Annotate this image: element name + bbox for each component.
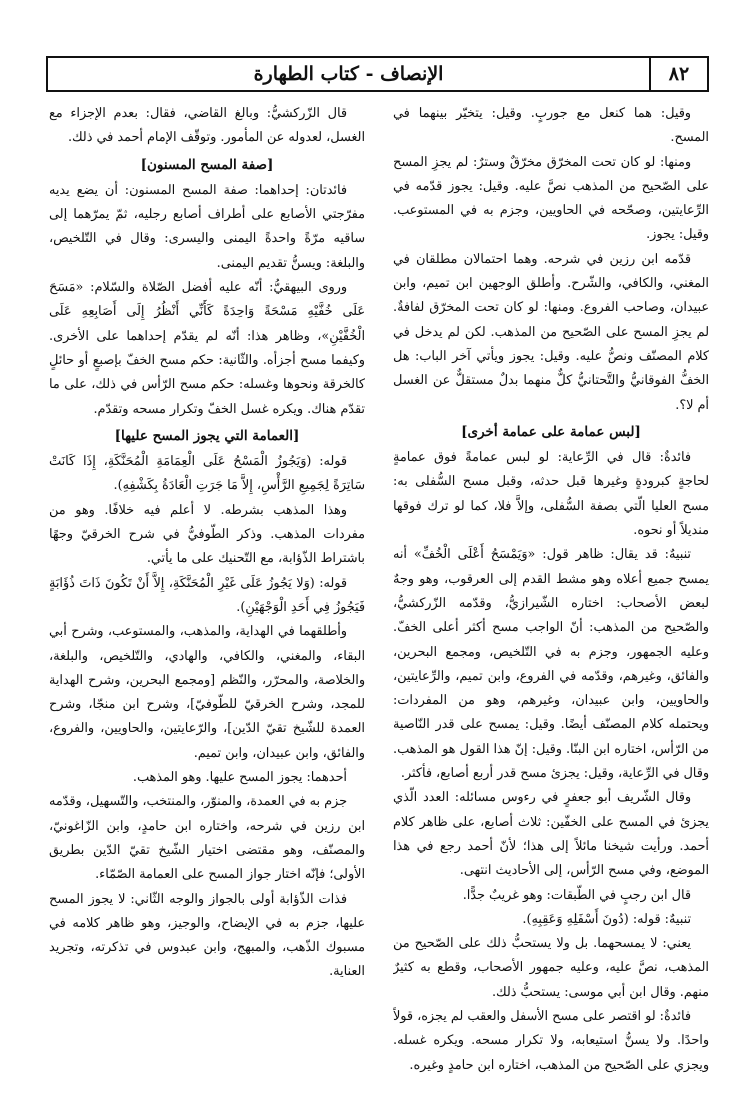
right-column — [393, 102, 709, 1087]
paragraph: قوله: (وَلا يَجُوزُ عَلَى غَيْرِ الْمُحَنَّكَةِ، إِلاَّ أَنْ تَكُونَ ذَاتَ ذُؤَابَةٍ فَيَجُوزُ فِي أَحَدِ الْوَجْهَيْنِ). — [49, 575, 365, 615]
paragraph: تنبيهٌ: قد يقال: ظاهر قول: «وَيَمْسَحُ أَعْلَى الْخُفِّ» أنه يمسح جميع أعلاه وهو مشط القدم إلى العرقوب، وهو وجهٌ لبعض الأصحاب: اختاره الشّيرازيُّ، وقدّمه الزّركشيُّ، والصّحيح من المذهب: أنّ الواجب مسح أكثر أعلى الخفّ. وعليه الجمهور، وجزم به في التّلخيص، ومجمع البحرين، والفائق، وغيرهم، وقدّمه في الفروع، وابن تميم، والرِّعايتين، والحاويين، وابن عبيدان، وغيرهم، وهو من المفردات: ويحتمله كلام المصنّف أيضًا. وقيل: يمسح على قدر النّاصية من الرّأس، اختاره ابن البنّا. وقيل: إنّ هذا القول هو المذهب. وقال في الرِّعاية، وقيل: يجزئ مسح قدر أربع أصابع، فأكثر. — [393, 547, 709, 782]
paragraph: فائدتان: إحداهما: صفة المسح المسنون: أن يضع يديه مفرّجتي الأصابع على أطراف أصابع رجليه، ثمّ يمرّهما إلى ساقيه مرّةً واحدةً اليمنى واليسرى: وقال في التّلخيص، والبلغة: ويسنُّ تقديم اليمنى. — [49, 182, 365, 271]
paragraph: قال الزّركشيُّ: وبالغ القاضي، فقال: بعدم الإجزاء مع الغسل، لعدوله عن المأمور. وتوقّف الإمام أحمد في ذلك. — [49, 106, 365, 146]
section-heading: [صفة المسح المسنون] — [140, 156, 274, 173]
paragraph: فائدةٌ: لو اقتصر على مسح الأسفل والعقب لم يجزه، قولاً واحدًا. ولا يسنُّ استيعابه، ولا تكرار مسحه. ويكره غسله. ويجزي على الصّحيح من المذهب، اختاره ابن حامدٍ وغيره. — [393, 1008, 709, 1073]
paragraph: تنبيهٌ: قوله: (دُونَ أَسْفَلِهِ وَعَقِبِهِ). — [522, 911, 691, 927]
paragraph: قال ابن رجبٍ في الطّبقات: وهو غريبٌ جدًّا. — [462, 887, 691, 903]
paragraph: وأطلقهما في الهداية، والمذهب، والمستوعب، وشرح أبي البقاء، والمغني، والكافي، والهادي، والتّلخيص، والبلغة، والخلاصة، والمحرّر، والنّظم [ومجمع البحرين، وشرح الهداية للمجد، وشرح الخرقيّ للطّوفيّ]، وشرح ابن منجّا، وشرح العمدة للشّيخ تقيّ الدّين]، والرّعايتين، والحاويين، والفروع، والفائق، وابن عبيدان، وابن تميم. — [49, 624, 365, 761]
paragraph: جزم به في العمدة، والمنوّر، والمنتخب، والتّسهيل، وقدّمه ابن رزين في شرحه، واختاره ابن حامدٍ، وابن الزّاغونيّ، والمصنّف، وهو مقتضى اختيار الشّيخ تقيّ الدّين بطريق الأولى؛ فإنّه اختار جواز المسح على العمامة الصّمّاء. — [49, 794, 365, 883]
paragraph: فائدةٌ: قال في الرِّعاية: لو لبس عمامةً فوق عمامةٍ لحاجةٍ كبرودةٍ وغيرها قبل حدثه، وقبل مسح السُّفلى به: مسح العليا الّتي بصفة السُّفلى، وإلاَّ فلا، كما لو ترك فوقها منديلاً أو نحوه. — [393, 450, 709, 539]
header-title: الإنصاف - كتاب الطهارة — [253, 63, 444, 85]
paragraph: وهذا المذهب بشرطه. لا أعلم فيه خلافًا. وهو من مفردات المذهب. وذكر الطّوفيُّ في شرح الخرقيّ وجهًا باشتراط الذّؤابة، مع التّحنيك على ما يأتي. — [49, 502, 365, 567]
paragraph: قوله: (وَيَجُوزُ الْمَسْحُ عَلَى الْعِمَامَةِ الْمُحَنَّكَةِ، إِذَا كَانَتْ سَاتِرَةً لِجَمِيعِ الرَّأْسِ، إِلاَّ مَا جَرَتِ الْعَادَةُ بِكَشْفِهِ). — [49, 454, 365, 494]
paragraph: وروى البيهقيُّ: أنّه عليه أفضل الصّلاة والسّلام: «مَسَحَ عَلَى خُفَّيْهِ مَسْحَةً وَاحِدَةً كَأَنِّي أَنْظُرُ إِلَى أَصَابِعِهِ عَلَى الْخُفَّيْنِ»، وظاهر هذا: أنّه لم يقدّم إحداهما على الأخرى. وكيفما مسح أجزأه. والثّانية: حكم مسح الخفّ بإصبعٍ أو حائلٍ كالخرقة ونحوها وغسله: حكم مسح الرّأس في ذلك، على ما تقدّم هناك. ويكره غسل الخفّ وتكرار مسحه وتقدّم. — [49, 280, 365, 417]
left-column — [49, 102, 365, 1087]
paragraph: ومنها: لو كان تحت المخرّق مخرّقٌ وسترٌ: لم يجزِ المسح على الصّحيح من المذهب نصَّ عليه. وقيل: يجوز قدّمه في الرِّعايتين، وصحّحه في الحاويين، وجزم به في المستوعب. وقيل: يجوز. — [393, 154, 709, 243]
paragraph: يعني: لا يمسحهما. بل ولا يستحبُّ ذلك على الصّحيح من المذهب، نصَّ عليه، وعليه جمهور الأصحاب، وقطع به كثيرٌ منهم. وقال ابن أبي موسى: يستحبُّ ذلك. — [393, 936, 709, 1000]
paragraph: وقيل: هما كنعل مع جوربٍ. وقيل: يتخيّر بينهما في المسح. — [393, 106, 709, 146]
section-heading: [العمامة التي يجوز المسح عليها] — [114, 427, 300, 444]
paragraph: فذات الذّؤابة أولى بالجواز والوجه الثّاني: لا يجوز المسح عليها، جزم به في الإيضاح، والوجيز، وهو ظاهر كلامه في مسبوك الذّهب، والمبهج، وابن عبدوس في تذكرته، وتجريد العناية. — [49, 891, 365, 980]
page-header — [46, 56, 709, 92]
paragraph: قدّمه ابن رزين في شرحه. وهما احتمالان مطلقان في المغني، والكافي، والشّرح. وأطلق الوجهين ابن تميم، وابن عبيدان، وصاحب الفروع. ومنها: لو كان تحت المخرّق لفافةٌ. لم يجزِ المسح على الصّحيح من المذهب. لكن لم يدخل في كلام المصنّف ونصُّ عليه. وقيل: يجوز ويأتي آخر الباب: هل الخفُّ الفوقانيُّ والتَّحتانيُّ كلٌّ منهما بدلٌ مستقلٌّ عن الغسل أم لا؟. — [393, 251, 709, 413]
section-heading: [لبس عمامة على عمامة أخرى] — [461, 423, 641, 440]
paragraph: أحدهما: يجوز المسح عليها. وهو المذهب. — [132, 770, 347, 786]
page-number: ٨٢ — [649, 58, 707, 90]
paragraph: وقال الشّريف أبو جعفرٍ في رءوس مسائله: العدد الّذي يجزئ في المسح على الخفّين: ثلاث أصابع، على ظاهر كلام أحمد. ورأيت شيخنا مائلاً إلى هذا؛ لأنّ أحمد رجع في هذا الموضع، وفي مسح الرّأس، إلى الأحاديث انتهى. — [393, 790, 709, 879]
